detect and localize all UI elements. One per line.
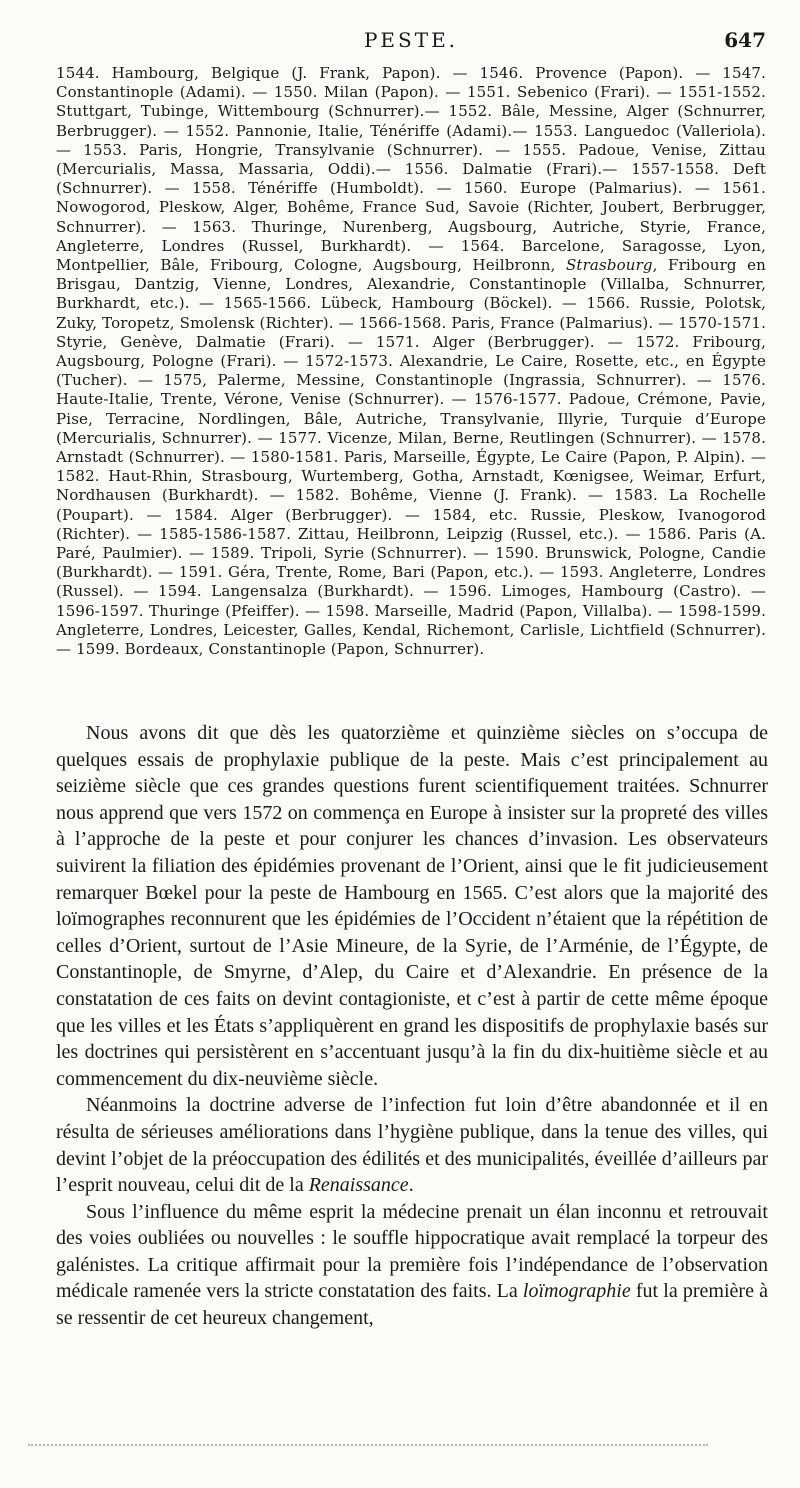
paragraph <box>56 1092 768 1198</box>
page-number: 647 <box>724 28 766 52</box>
running-title: PESTE. <box>363 28 459 52</box>
chronology-list <box>56 64 766 659</box>
paragraph-text: Nous avons dit que dès les quatorzième et quinzième siècles on s’occupa de quelques essais de prophylaxie publique de la peste. Mais c’est principalement au seizième siècle que ces grandes questions furent scientifiquement traitées. Schnurrer nous apprend que vers 1572 on commença en Europe à insister sur la propreté des villes à l’approche de la peste et pour conjurer les chances d’invasion. Les observateurs suivirent la filiation des épidémies provenant de l’Orient, ainsi que le fit judicieusement remarquer Bœkel pour la peste de Hambourg en 1565. C’est alors que la majorité des loïmographes reconnurent que les épidémies de l’Occident n’étaient que la répétition de celles d’Orient, surtout de l’Asie Mineure, de la Syrie, de l’Arménie, de l’Égypte, de Constantinople, de Smyrne, d’Alep, du Caire et d’Alexandrie. En présence de la constatation de ces faits on devint contagioniste, et c’est à partir de cette même époque que les villes et les États s’appliquèrent en grand les dispositifs de prophylaxie basés sur les doctrines qui persistèrent en s’accentuant jusqu’à la fin du dix-huitième siècle et au commencement du dix-neuvième siècle. <box>56 722 768 1090</box>
paragraph-text: Sous l’influence du même esprit la médecine prenait un élan inconnu et retrouvait des voies oubliées ou nouvelles : le souffle hippocratique avait remplacé la torpeur des galénistes. La critique affirmait pour la première fois l’indépendance de l’observation médicale ramenée vers la stricte constatation des faits. La <box>56 1200 768 1303</box>
page-header <box>56 28 766 58</box>
paragraph <box>56 720 768 1092</box>
paragraph-text: fut la première à se ressentir de cet heureux changement, <box>56 1280 768 1330</box>
chronology-text: , Fribourg en Brisgau, Dantzig, Vienne, Londres, Alexandrie, Constantinople (Villalba, Schnurrer, Burkhardt, etc.). — 1565-1566. Lübeck, Hambourg (Böckel). — 1566. Russie, Polotsk, Zuky, Toropetz, Smolensk (Richter). — 1566-1568. Paris, France (Palmarius). — 1570-1571. Styrie, Genève, Dalmatie (Frari). — 1571. Alger (Berbrugger). — 1572. Fribourg, Augsbourg, Pologne (Frari). — 1572-1573. Alexandrie, Le Caire, Rosette, etc., en Égypte (Tucher). — 1575, Palerme, Messine, Constantinople (Ingrassia, Schnurrer). — 1576. Haute-Italie, Trente, Vérone, Venise (Schnurrer). — 1576-1577. Padoue, Crémone, Pavie, Pise, Terracine, Nordlingen, Bâle, Autriche, Transylvanie, Illyrie, Turquie d’Europe (Mercurialis, Schnurrer). — 1577. Vicenze, Milan, Berne, Reutlingen (Schnurrer). — 1578. Arnstadt (Schnurrer). — 1580-1581. Paris, Marseille, Égypte, Le Caire (Papon, P. Alpin). —1582. Haut-Rhin, Strasbourg, Wurtemberg, Gotha, Arnstadt, Kœnigsee, Weimar, Erfurt, Nordhausen (Burkhardt). — 1582. Bohême, Vienne (J. Frank). — 1583. La Rochelle (Poupart). — 1584. Alger (Berbrugger). — 1584, etc. Russie, Pleskow, Ivanogorod (Richter). — 1585-1586-1587. Zittau, Heilbronn, Leipzig (Russel, etc.). — 1586. Paris (A. Paré, Paulmier). — 1589. Tripoli, Syrie (Schnurrer). — 1590. Brunswick, Pologne, Candie (Burkhardt). — 1591. Géra, Trente, Rome, Bari (Papon, etc.). — 1593. Angleterre, Londres (Russel). — 1594. Langensalza (Burkhardt). — 1596. Limoges, Hambourg (Castro). — 1596-1597. Thuringe (Pfeiffer). — 1598. Marseille, Madrid (Papon, Villalba). — 1598-1599. Angleterre, Londres, Leicester, Galles, Kendal, Richemont, Carlisle, Lichtfield (Schnurrer). — 1599. Bordeaux, Constantinople (Papon, Schnurrer). <box>56 256 766 659</box>
chronology-italic-place: Strasbourg <box>565 256 653 275</box>
paragraph-text: Néanmoins la doctrine adverse de l’infection fut loin d’être abandonnée et il en résulta de sérieuses améliorations dans l’hygiène publique, dans la tenue des villes, qui devint l’objet de la préoccupation des édilités et des municipalités, éveillée d’ailleurs par l’esprit nouveau, celui dit de la <box>56 1094 768 1197</box>
bleed-through-line <box>28 1444 708 1449</box>
paragraph-text: . <box>408 1174 414 1197</box>
paragraph-italic-term: loïmographie <box>522 1280 631 1303</box>
body-text <box>56 720 768 1332</box>
chronology-text: 1544. Hambourg, Belgique (J. Frank, Papon). — 1546. Provence (Papon). — 1547. Constantinople (Adami). — 1550. Milan (Papon). — 1551. Sebenico (Frari). — 1551-1552. Stuttgart, Tubinge, Wittembourg (Schnurrer).— 1552. Bâle, Messine, Alger (Schnurrer, Berbrugger). — 1552. Pannonie, Italie, Ténériffe (Adami).— 1553. Languedoc (Valleriola). — 1553. Paris, Hongrie, Transylvanie (Schnurrer). — 1555. Padoue, Venise, Zittau (Mercurialis, Massa, Massaria, Oddi).— 1556. Dalmatie (Frari).— 1557-1558. Deft (Schnurrer). — 1558. Ténériffe (Humboldt). — 1560. Europe (Palmarius). — 1561. Nowogorod, Pleskow, Alger, Bohême, France Sud, Savoie (Richter, Joubert, Berbrugger, Schnurrer). — 1563. Thuringe, Nurenberg, Augsbourg, Autriche, Styrie, France, Angleterre, Londres (Russel, Burkhardt). — 1564. Barcelone, Saragosse, Lyon, Montpellier, Bâle, Fribourg, Cologne, Augsbourg, Heilbronn, <box>56 64 766 275</box>
paragraph <box>56 1199 768 1332</box>
paragraph-italic-term: Renaissance <box>308 1174 409 1197</box>
